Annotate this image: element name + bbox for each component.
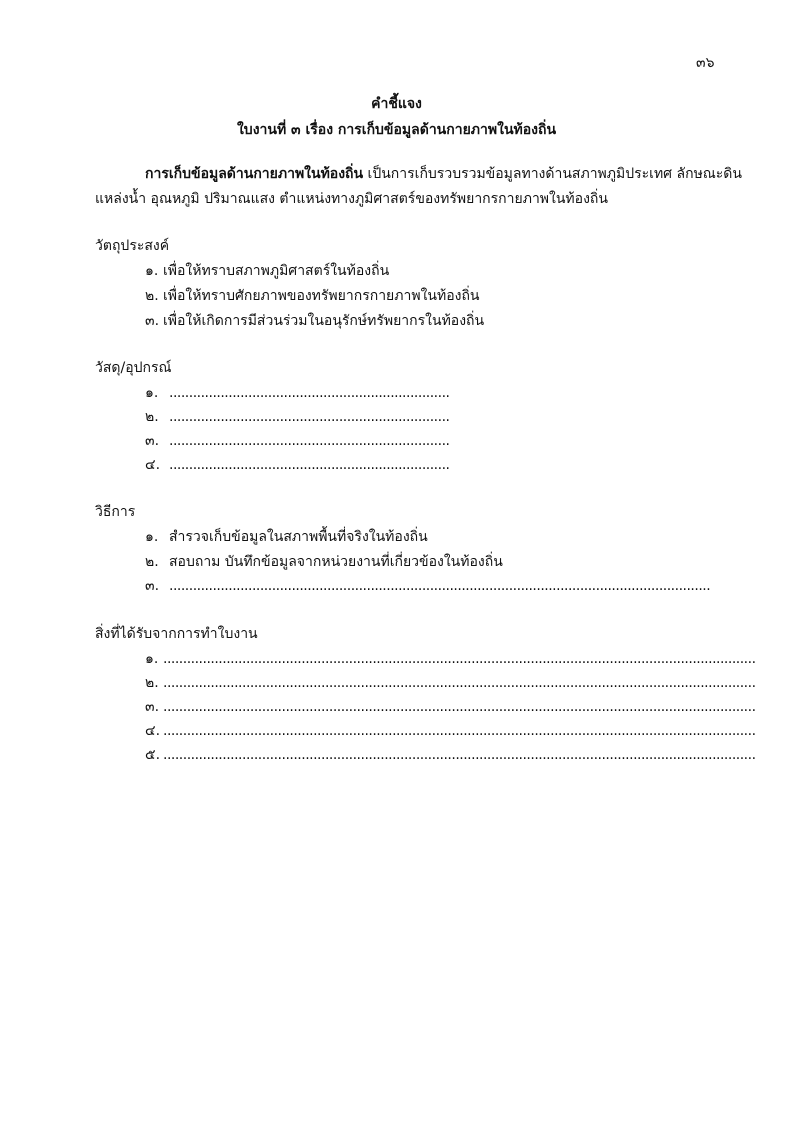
intro-line-2: แหล่งน้ำ อุณหภูมิ ปริมาณแสง ตำแหน่งทางภูมิศาสตร์ของทรัพยากรกายภาพในท้องถิ่น	[95, 191, 608, 207]
result-item	[145, 720, 756, 742]
blank-line: .........................................................................................................................................	[169, 578, 711, 594]
method-item	[145, 575, 710, 597]
item-number: ๑.	[145, 529, 159, 545]
instructions-heading: คำชี้แจง	[371, 96, 422, 112]
material-item	[145, 430, 449, 452]
item-number: ๑.	[145, 651, 159, 667]
item-number: ๓.	[145, 313, 160, 329]
material-item	[145, 382, 449, 404]
item-number: ๓.	[145, 433, 160, 449]
item-text: เพื่อให้เกิดการมีส่วนร่วมในอนุรักษ์ทรัพยากรในท้องถิ่น	[163, 313, 485, 329]
item-number: ๒.	[145, 409, 159, 425]
result-item	[145, 672, 756, 694]
blank-line: .......................................................................	[169, 433, 450, 449]
item-number: ๓.	[145, 578, 160, 594]
item-text: สอบถาม บันทึกข้อมูลจากหน่วยงานที่เกี่ยวข้องในท้องถิ่น	[169, 554, 503, 570]
intro-line-1	[145, 163, 742, 185]
objective-item	[145, 285, 480, 307]
objective-item	[145, 310, 484, 332]
objectives-title: วัตถุประสงค์	[95, 238, 170, 254]
blank-line: .......................................................................	[169, 385, 450, 401]
objective-item	[145, 260, 389, 282]
result-item	[145, 696, 756, 718]
blank-line: .......................................................................	[169, 409, 450, 425]
blank-line: ......................................................................................................................................................	[163, 675, 756, 691]
item-text: สำรวจเก็บข้อมูลในสภาพพื้นที่จริงในท้องถิ่น	[169, 529, 428, 545]
result-item	[145, 744, 756, 766]
results-title: สิ่งที่ได้รับจากการทำใบงาน	[95, 626, 258, 642]
item-text: เพื่อให้ทราบสภาพภูมิศาสตร์ในท้องถิ่น	[163, 263, 390, 279]
item-number: ๒.	[145, 554, 159, 570]
blank-line: .......................................................................	[169, 457, 450, 473]
item-number: ๔.	[145, 723, 161, 739]
material-item	[145, 406, 449, 428]
blank-line: ......................................................................................................................................................	[163, 723, 756, 739]
blank-line: ......................................................................................................................................................	[163, 699, 756, 715]
materials-title: วัสดุ/อุปกรณ์	[95, 360, 172, 376]
page-number: ๓๖	[696, 55, 715, 71]
material-item	[145, 454, 449, 476]
intro-line-1-rest: เป็นการเก็บรวบรวมข้อมูลทางด้านสภาพภูมิประเทศ ลักษณะดิน	[363, 166, 742, 182]
item-number: ๓.	[145, 699, 160, 715]
item-number: ๒.	[145, 675, 159, 691]
item-number: ๑.	[145, 385, 159, 401]
blank-line: ......................................................................................................................................................	[163, 747, 756, 763]
result-item	[145, 648, 756, 670]
intro-bold-lead: การเก็บข้อมูลด้านกายภาพในท้องถิ่น	[145, 166, 364, 182]
method-item	[145, 526, 428, 548]
methods-title: วิธีการ	[95, 504, 136, 520]
item-number: ๕.	[145, 747, 161, 763]
worksheet-title: ใบงานที่ ๓ เรื่อง การเก็บข้อมูลด้านกายภาพในท้องถิ่น	[236, 122, 557, 138]
method-item	[145, 551, 503, 573]
item-number: ๑.	[145, 263, 159, 279]
item-text: เพื่อให้ทราบศักยภาพของทรัพยากรกายภาพในท้องถิ่น	[163, 288, 480, 304]
item-number: ๔.	[145, 457, 161, 473]
blank-line: ......................................................................................................................................................	[163, 651, 756, 667]
item-number: ๒.	[145, 288, 159, 304]
